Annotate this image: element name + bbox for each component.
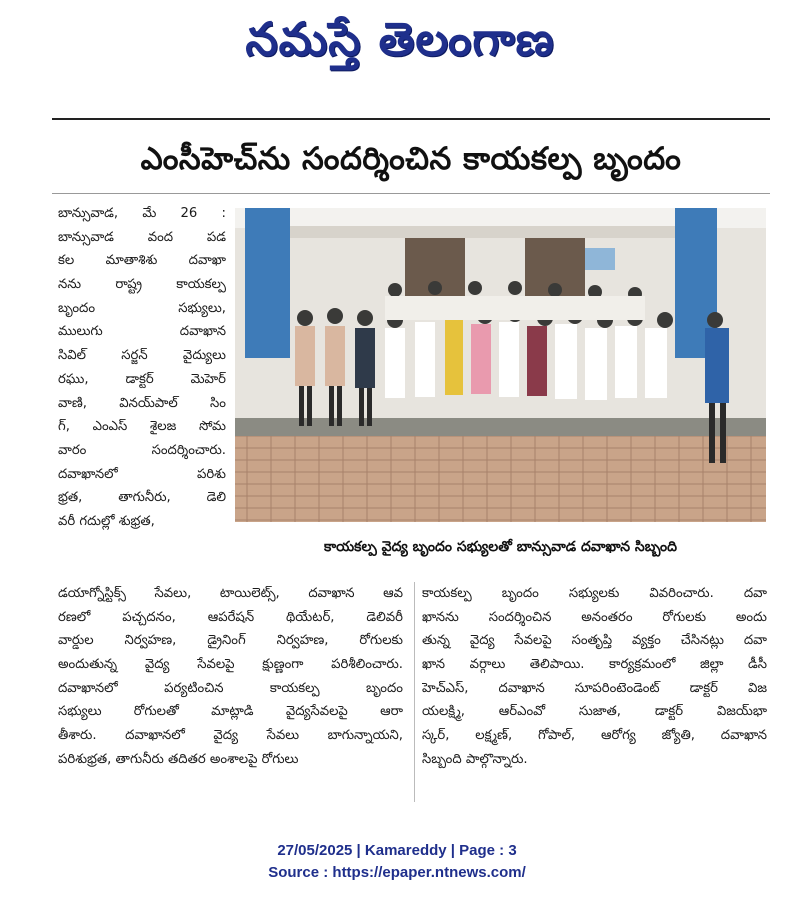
text-line: సభ్యులు రోగులతో మాట్లాడి వైద్యసేవలపై ఆరా: [58, 704, 403, 720]
masthead-title: నమస్తే తెలంగాణ: [245, 12, 555, 66]
text-line: పరిశుభ్రత, తాగునీరు తదితర అంశాలపై రోగులు: [58, 751, 299, 767]
text-line: దవాఖానలో పర్యటించిన కాయకల్ప బృందం: [58, 680, 403, 696]
text-line: తున్న వైద్య సేవలపై సంతృప్తి వ్యక్తం చేసినట్లు దవా: [422, 633, 767, 649]
text-line: రణలో పచ్చదనం, ఆపరేషన్ థియేటర్, డెలివరీ: [58, 609, 403, 625]
top-rule: [52, 118, 770, 120]
photo-caption: కాయకల్ప వైద్య బృందం సభ్యులతో బాన్సువాడ దవాఖాన సిబ్బంది: [324, 539, 677, 555]
bottom-right-column: [422, 582, 767, 772]
text-line: కల మాతాశిశు దవాఖా: [58, 253, 226, 269]
footer-source: Source : https://epaper.ntnews.com/: [268, 864, 526, 881]
text-line: బాన్సువాడ వంద పడ: [58, 229, 226, 245]
bottom-left-column: [58, 582, 403, 772]
text-line: సిబ్బంది పాల్గొన్నారు.: [422, 751, 528, 767]
text-line: వార్డుల నిర్వహణ, డ్రైనింగ్ నిర్వహణ, రోగులకు: [58, 633, 403, 649]
text-line: బాన్సువాడ, మే 26 :: [58, 206, 226, 221]
text-line: వరీ గదుల్లో శుభ్రత,: [58, 513, 155, 529]
text-line: బృందం సభ్యులు,: [58, 300, 226, 316]
text-line: సివిల్ సర్జన్ వైద్యులు: [58, 348, 226, 364]
text-line: ఖాన వర్గాలు తెలిపాయి. కార్యక్రమంలో జిల్లా డీసీ: [422, 657, 767, 673]
column-divider: [414, 582, 415, 802]
group-photo-illustration: [235, 208, 766, 522]
text-line: అందుతున్న వైద్య సేవలపై క్షుణ్ణంగా పరిశీలించారు.: [58, 657, 403, 673]
text-line: స్కర్, లక్ష్మణ్, గోపాల్, ఆరోగ్య జ్యోతి, దవాఖాన: [422, 728, 767, 744]
text-line: నను రాష్ట్ర కాయకల్ప: [58, 277, 226, 293]
footer-meta: 27/05/2025 | Kamareddy | Page : 3: [277, 842, 517, 859]
group-photo: [235, 208, 766, 522]
text-line: ములుగు దవాఖాన: [58, 324, 226, 340]
text-line: ఖానను సందర్శించిన అనంతరం రోగులకు అందు: [422, 609, 767, 625]
text-line: దవాఖానలో పరిశు: [58, 466, 226, 482]
text-line: కాయకల్ప బృందం సభ్యులకు వివరించారు. దవా: [422, 586, 767, 601]
text-line: భ్రత, తాగునీరు, డెలి: [58, 490, 226, 506]
headline-rule: [52, 193, 770, 194]
article-headline: ఎంసీహెచ్‌ను సందర్శించిన కాయకల్ప బృందం: [140, 141, 682, 177]
text-line: రఘు, డాక్టర్ మెహెర్: [58, 371, 226, 387]
text-line: తీశారు. దవాఖానలో వైద్య సేవలు బాగున్నాయని,: [58, 728, 403, 744]
text-line: హెచ్‌ఎస్, దవాఖాన సూపరింటెండెంట్ డాక్టర్ విజ: [422, 680, 767, 696]
left-column: [58, 202, 226, 534]
text-line: వారం సందర్శించారు.: [58, 442, 226, 458]
text-line: యలక్ష్మి, ఆర్‌ఎంవో సుజాత, డాక్టర్ విజయ్‌భా: [422, 704, 767, 720]
text-line: డయాగ్నోస్టిక్స్ సేవలు, టాయిలెట్స్, దవాఖాన ఆవ: [58, 586, 403, 601]
text-line: వాణి, వినయ్‌పాల్ సిం: [58, 395, 226, 411]
text-line: గ్, ఎంఎస్ శైలజ సోమ: [58, 419, 226, 435]
